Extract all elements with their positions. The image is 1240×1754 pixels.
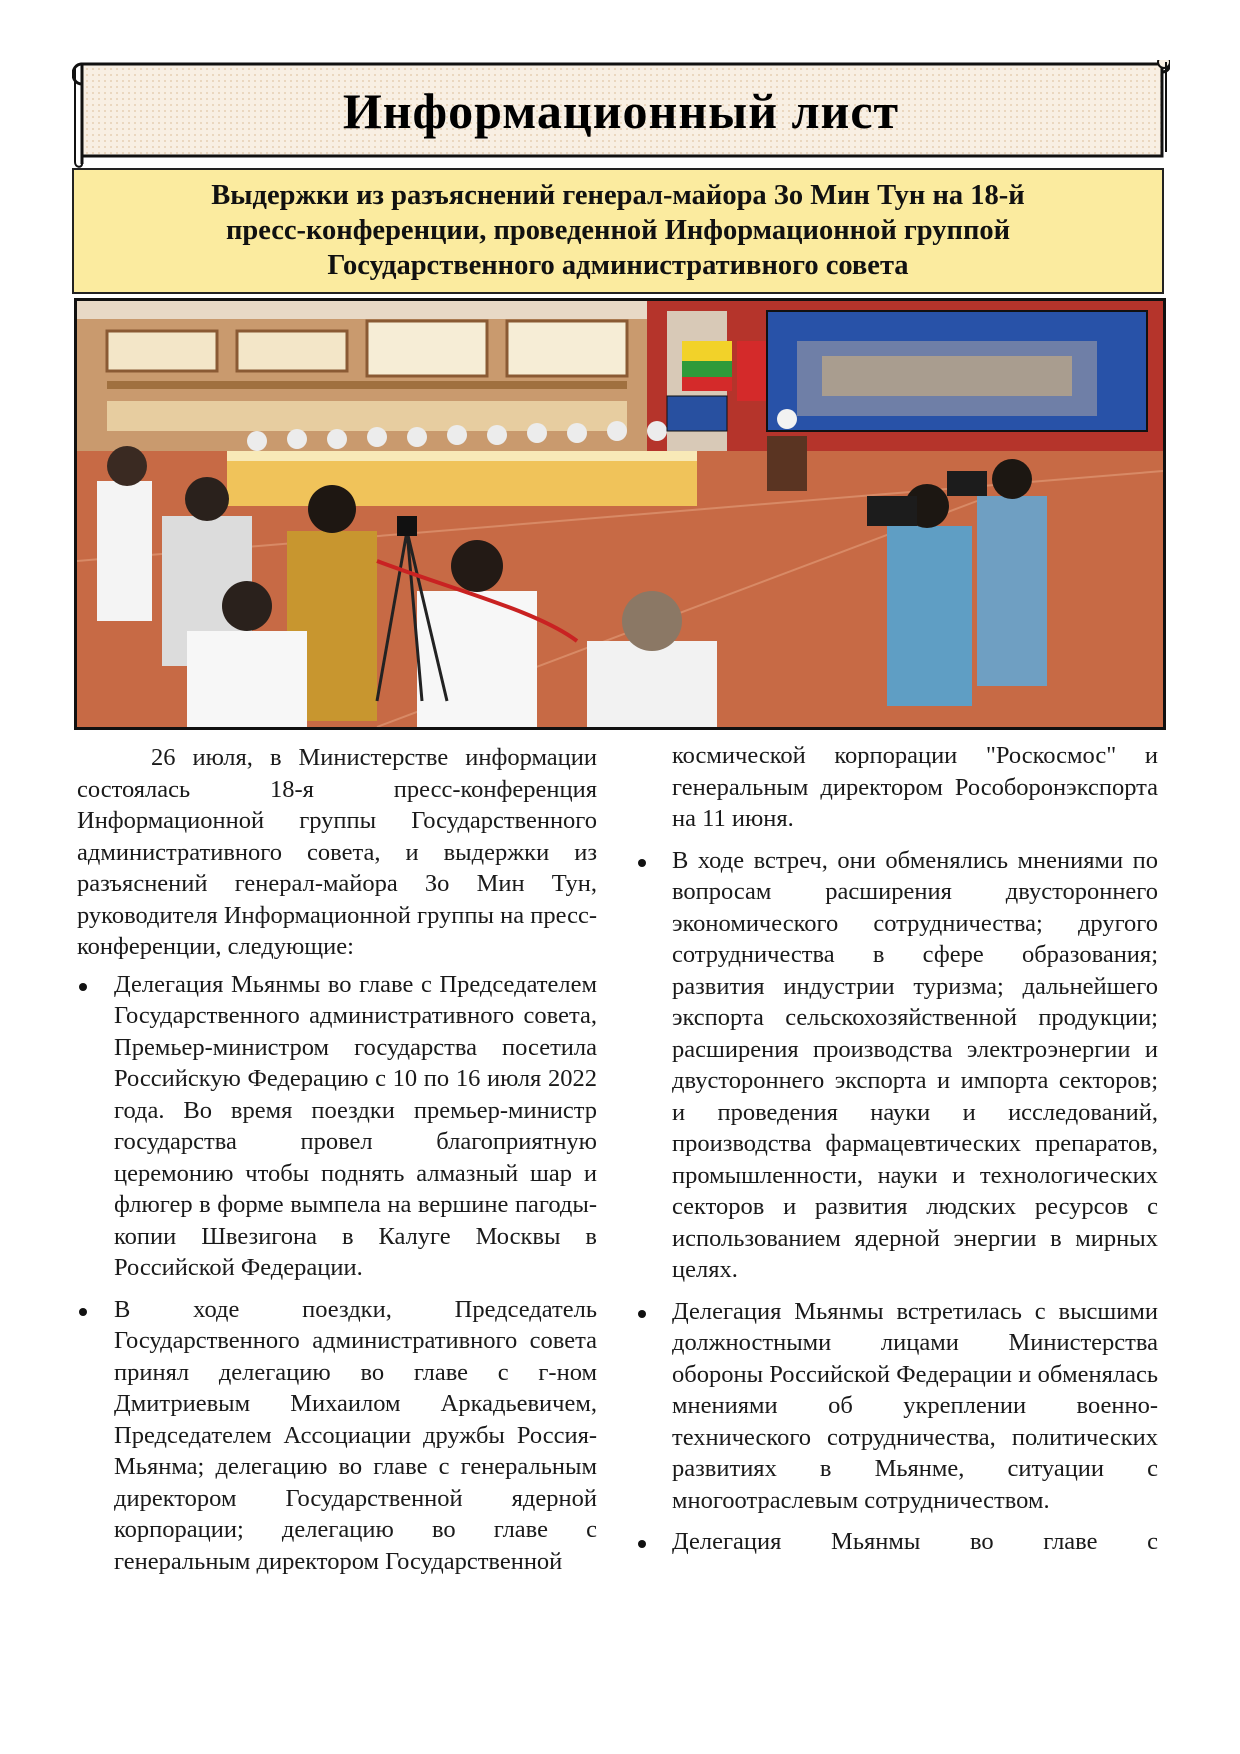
- list-item-text: Делегация Мьянмы встретилась с высшими должностными лицами Министерства обороны Российской Федерации и обменялась мнениями об укреплении военно-технического сотрудничества, политических развитиях в Мьянме, ситуации с многоотраслевым сотрудничеством.: [672, 1297, 1158, 1514]
- list-item-text: В ходе поездки, Председатель Государственного административного совета принял делегацию во главе с г-ном Дмитриевым Михаилом Аркадьевичем, Председателем Ассоциации дружбы Россия-Мьянма; делегацию во главе с генеральным директором Государственной ядерной корпорации; делегацию во главе с генеральным директором Государственной: [114, 1295, 597, 1575]
- list-item-text: В ходе встреч, они обменялись мнениями по вопросам расширения двустороннего экономического сотрудничества; другого сотрудничества в сфере образования; развития индустрии туризма; дальнейшего экспорта сельскохозяйственной продукции; расширения производства электроэнергии и двустороннего экспорта и импорта секторов; и проведения науки и исследований, производства фармацевтических препаратов, промышленности, науки и технологических секторов и развития людских ресурсов с использованием ядерной энергии в мирных целях.: [672, 846, 1158, 1283]
- list-item: [672, 1526, 1158, 1558]
- intro-paragraph: 26 июля, в Министерстве информации состоялась 18-я пресс-конференция Информационной группы Государственного административного совета, и выдержки из разъяснений генерал-майора Зо Мин Тун, руководителя Информационной группы на пресс-конференции, следующие:: [77, 744, 597, 960]
- bullet-list-right: [672, 845, 1158, 1558]
- bullet-icon: [79, 1308, 87, 1316]
- article-column-left: [77, 742, 597, 1587]
- list-item: [77, 1294, 597, 1578]
- title-banner: [72, 60, 1170, 168]
- article-column-right: [672, 740, 1158, 1568]
- list-item: [672, 1296, 1158, 1517]
- bullet-icon: [638, 1540, 646, 1548]
- continued-paragraph: космической корпорации "Роскосмос" и генеральным директором Рособоронэкспорта на 11 июня.: [672, 742, 1158, 832]
- page-title: Информационный лист: [342, 83, 900, 139]
- list-item: [77, 969, 597, 1284]
- bullet-list-left: [77, 969, 597, 1578]
- list-item-text: Делегация Мьянмы во главе с Председателем Государственного административного совета, Премьер-министром государства посетила Российскую Федерацию с 10 по 16 июля 2022 года. Во время поездки премьер-министр государства провел благоприятную церемонию чтобы поднять алмазный шар и флюгер в форме вымпела на вершине пагоды-копии Швезигона в Калуге Москвы в Российской Федерации.: [114, 970, 597, 1281]
- subtitle-line: пресс-конференции, проведенной Информационной группой: [225, 215, 1011, 246]
- bullet-icon: [638, 859, 646, 867]
- bullet-icon: [79, 983, 87, 991]
- subtitle-line: Выдержки из разъяснений генерал-майора Зо Мин Тун на 18-й: [211, 180, 1025, 211]
- subtitle-line: Государственного административного совета: [327, 250, 909, 281]
- subtitle-box: [72, 168, 1164, 294]
- press-conference-photo: [74, 298, 1166, 730]
- photo-illustration: [77, 301, 1163, 727]
- list-item-text: Делегация Мьянмы во главе с: [672, 1528, 1158, 1555]
- list-item: [672, 845, 1158, 1286]
- bullet-icon: [638, 1310, 646, 1318]
